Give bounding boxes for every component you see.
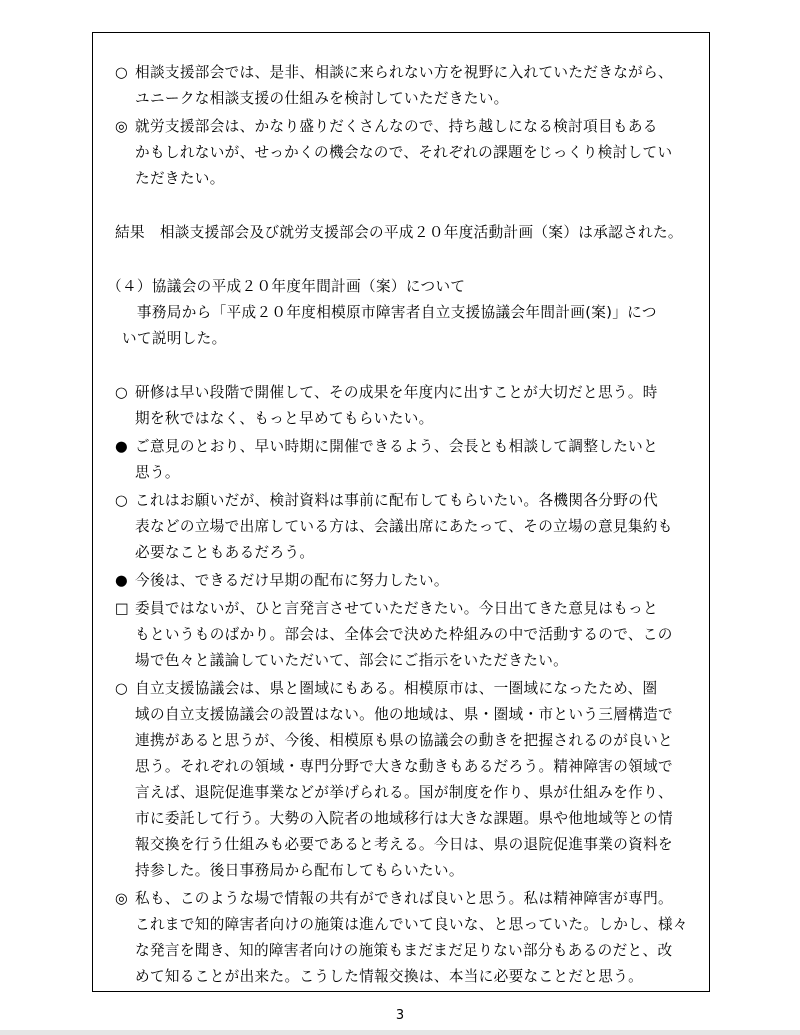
text-line: かもしれないが、せっかくの機会なので、それぞれの課題をじっくり検討してい: [135, 144, 673, 161]
text-line: な発言を聞き、知的障害者向けの施策もまだまだ足りない部分もあるのだと、改: [135, 942, 673, 959]
text-line: ○ これはお願いだが、検討資料は事前に配布してもらいたい。各機関各分野の代: [115, 492, 659, 509]
text-line: これまで知的障害者向けの施策は進んでいて良いな、と思っていた。しかし、様々: [135, 916, 688, 933]
text-line: 思う。: [135, 464, 180, 481]
text-line: ただきたい。: [135, 170, 225, 187]
text-line: 場で色々と議論していただいて、部会にご指示をいただきたい。: [135, 652, 569, 669]
text-line: ● 今後は、できるだけ早期の配布に努力したい。: [115, 572, 449, 589]
bullet-marker: ○: [115, 64, 129, 81]
text-line: 報交換を行う仕組みも必要であると考える。今日は、県の退院促進事業の資料を: [135, 836, 673, 853]
text-line: ○ 相談支援部会では、是非、相談に来られない方を視野に入れていただきながら、: [115, 64, 673, 81]
text-line: 言えば、退院促進事業などが挙げられる。国が制度を作り、県が仕組みを作り、: [135, 784, 673, 801]
bullet-marker: □: [115, 600, 130, 617]
section-heading: （４）協議会の平成２０年度年間計画（案）について: [107, 278, 466, 295]
text-line: いて説明した。: [107, 330, 227, 347]
text-line: ● ご意見のとおり、早い時期に開催できるよう、会長とも相談して調整したいと: [115, 438, 659, 455]
text-line: ◎ 就労支援部会は、かなり盛りだくさんなので、持ち越しになる検討項目もある: [115, 118, 658, 135]
text-line: ◎ 私も、このような場で情報の共有ができれば良いと思う。私は精神障害が専門。: [115, 890, 673, 907]
result-line: 結果 相談支援部会及び就労支援部会の平成２０年度活動計画（案）は承認された。: [115, 224, 683, 241]
bullet-marker: ○: [115, 384, 129, 401]
text-line: ○ 研修は早い段階で開催して、その成果を年度内に出すことが大切だと思う。時: [115, 384, 658, 401]
bullet-marker: ○: [115, 680, 129, 697]
text-line: 持参した。後日事務局から配布してもらいたい。: [135, 862, 464, 879]
document-frame: [92, 32, 710, 992]
text-line: ユニークな相談支援の仕組みを検討していただきたい。: [135, 90, 509, 107]
bullet-marker: ◎: [115, 890, 129, 907]
text-line: 表などの立場で出席している方は、会議出席にあたって、その立場の意見集約も: [135, 518, 673, 535]
text-line: めて知ることが出来た。こうした情報交換は、本当に必要なことだと思う。: [135, 968, 644, 985]
text-line: 連携があると思うが、今後、相模原も県の協議会の動きを把握されるのが良いと: [135, 732, 673, 749]
text-line: 市に委託して行う。大勢の入院者の地域移行は大きな課題。県や他地域等との情: [135, 810, 673, 827]
text-line: 必要なこともあるだろう。: [135, 544, 315, 561]
text-line: 思う。それぞれの領域・専門分野で大きな動きもあるだろう。精神障害の領域で: [135, 758, 673, 775]
text-line: 域の自立支援協議会の設置はない。他の地域は、県・圏域・市という三層構造で: [135, 706, 673, 723]
bullet-marker: ◎: [115, 118, 129, 135]
text-line: □ 委員ではないが、ひと言発言させていただきたい。今日出てきた意見はもっと: [115, 600, 659, 617]
page-bottom-edge: [0, 1030, 800, 1035]
bullet-marker: ●: [115, 438, 129, 455]
bullet-marker: ●: [115, 572, 129, 589]
page-number: 3: [395, 1008, 405, 1023]
text-line: 事務局から「平成２０年度相模原市障害者自立支援協議会年間計画(案)」につ: [107, 304, 657, 321]
text-line: 期を秋ではなく、もっと早めてもらいたい。: [135, 410, 434, 427]
text-line: ○ 自立支援協議会は、県と圏域にもある。相模原市は、一圏域になったため、圏: [115, 680, 658, 697]
text-line: もというものばかり。部会は、全体会で決めた枠組みの中で活動するので、この: [135, 626, 673, 643]
bullet-marker: ○: [115, 492, 129, 509]
